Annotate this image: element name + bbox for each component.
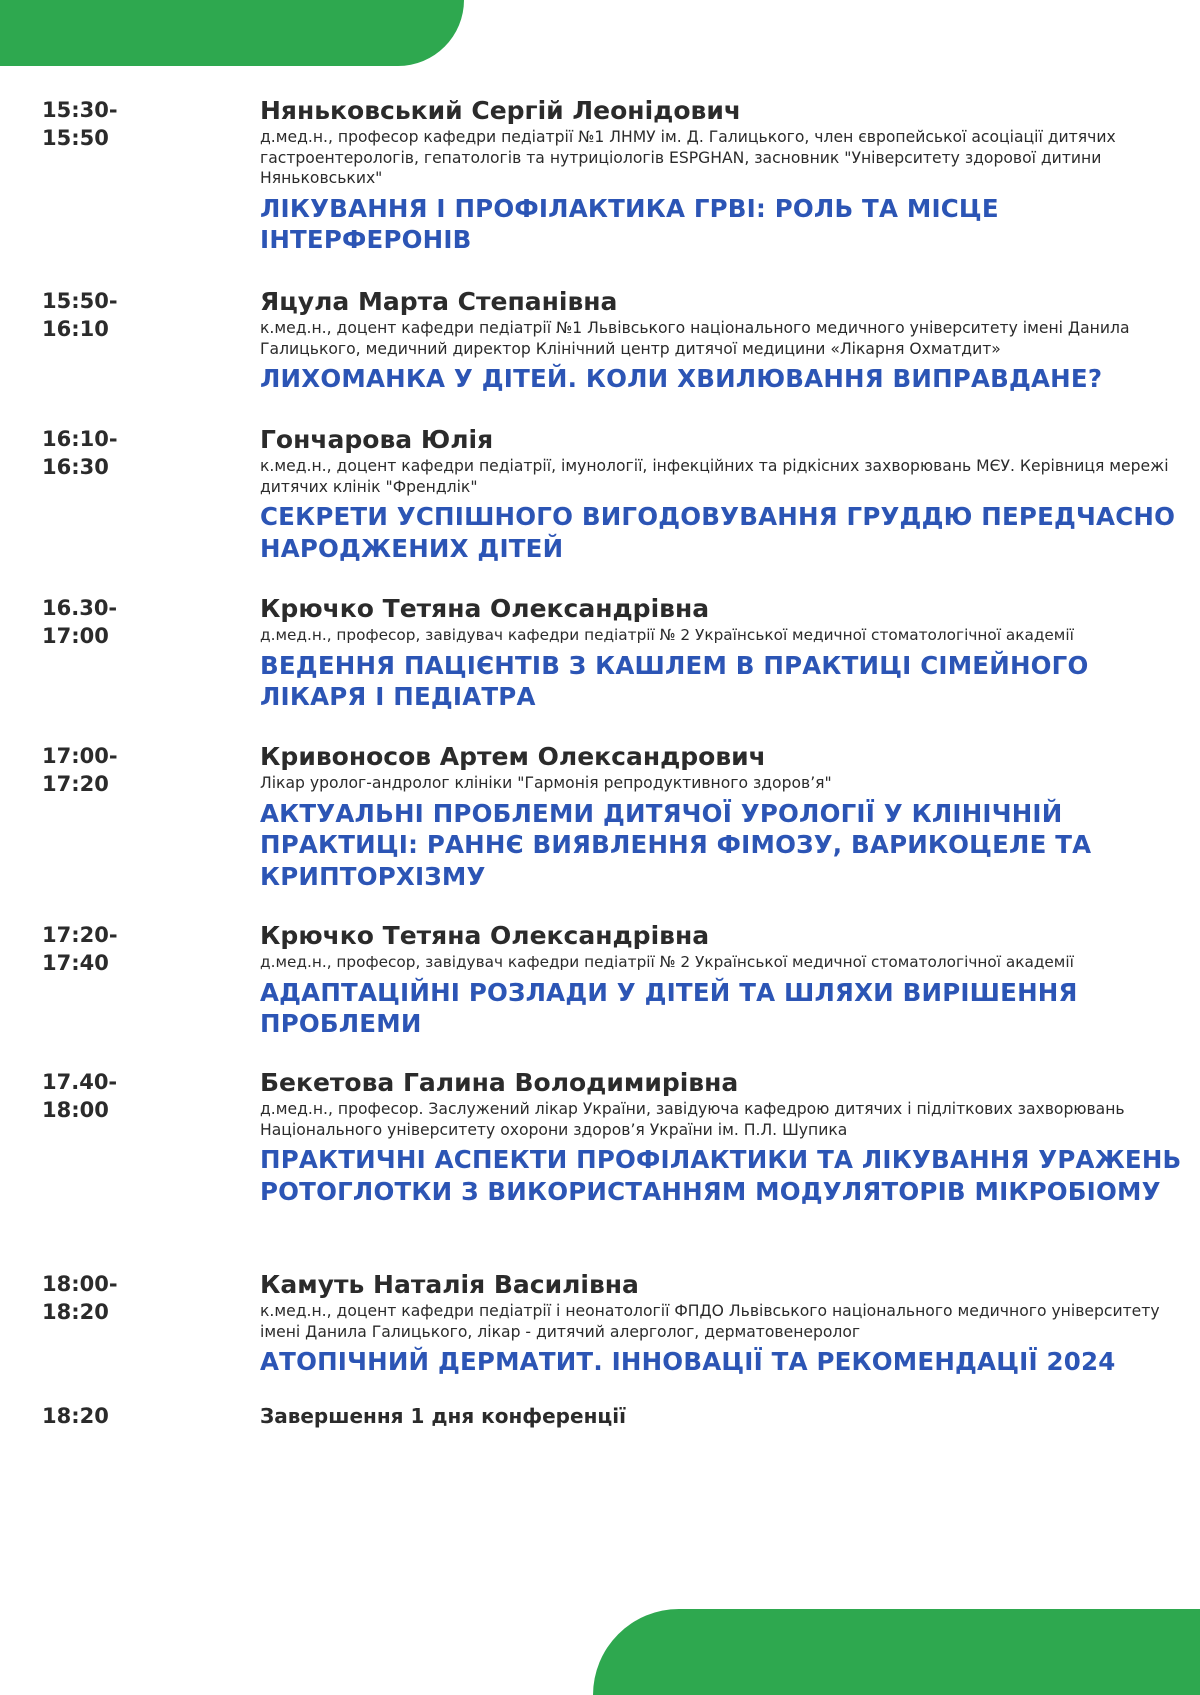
talk-title: АКТУАЛЬНІ ПРОБЛЕМИ ДИТЯЧОЇ УРОЛОГІЇ У КЛІНІЧНІЙ ПРАКТИЦІ: РАННЄ ВИЯВЛЕННЯ ФІМОЗУ, ВАРИКОЦЕЛЕ ТА КРИПТОРХІЗМУ (260, 798, 1092, 891)
closing-time: 18:20 (42, 1404, 109, 1428)
speaker-name: Гончарова Юлія (260, 425, 494, 454)
speaker-name: Кривоносов Артем Олександрович (260, 742, 766, 771)
session-content (260, 1270, 1190, 1378)
speaker-credentials: д.мед.н., професор кафедри педіатрії №1 ЛНМУ ім. Д. Галицького, член європейської асоціації дитячих гастроентерологів, гепатологів та нутриціологів ESPGHAN, засновник "Університету здорової дитини Няньковських" (260, 128, 1116, 187)
speaker-name: Няньковський Сергій Леонідович (260, 96, 742, 125)
speaker-name: Крючко Тетяна Олександрівна (260, 921, 710, 950)
session-time: 17:00-17:20 (42, 744, 118, 796)
session-content (260, 1068, 1190, 1207)
talk-title: ЛИХОМАНКА У ДІТЕЙ. КОЛИ ХВИЛЮВАННЯ ВИПРАВДАНЕ? (260, 364, 1103, 393)
closing-text: Завершення 1 дня конференції (260, 1404, 626, 1428)
talk-title: АДАПТАЦІЙНІ РОЗЛАДИ У ДІТЕЙ ТА ШЛЯХИ ВИРІШЕННЯ ПРОБЛЕМИ (260, 977, 1078, 1038)
speaker-name: Яцула Марта Степанівна (260, 287, 618, 316)
session-content (260, 921, 1190, 1040)
speaker-credentials: Лікар уролог-андролог клініки "Гармонія репродуктивного здоров’я" (260, 774, 832, 792)
bottom-green-accent (593, 1609, 1200, 1695)
session-time: 17.40-18:00 (42, 1070, 118, 1122)
session-time: 15:30-15:50 (42, 98, 118, 150)
session-time: 16:10-16:30 (42, 427, 118, 479)
speaker-credentials: д.мед.н., професор, завідувач кафедри педіатрії № 2 Української медичної стоматологічної академії (260, 953, 1074, 971)
speaker-credentials: к.мед.н., доцент кафедри педіатрії і неонатології ФПДО Львівського національного медичного університету імені Данила Галицького, лікар - дитячий алерголог, дерматовенеролог (260, 1302, 1160, 1341)
session-time: 15:50-16:10 (42, 289, 118, 341)
talk-title: ЛІКУВАННЯ І ПРОФІЛАКТИКА ГРВІ: РОЛЬ ТА МІСЦЕ ІНТЕРФЕРОНІВ (260, 193, 999, 254)
speaker-credentials: д.мед.н., професор. Заслужений лікар України, завідуюча кафедрою дитячих і підліткових захворювань Національного університету охорони здоров’я України ім. П.Л. Шупика (260, 1100, 1125, 1139)
session-content (260, 742, 1190, 892)
session-time: 17:20-17:40 (42, 923, 118, 975)
speaker-credentials: к.мед.н., доцент кафедри педіатрії, імунології, інфекційних та рідкісних захворювань МЄУ. Керівниця мережі дитячих клінік "Френдлік" (260, 457, 1169, 496)
speaker-name: Крючко Тетяна Олександрівна (260, 594, 710, 623)
talk-title: ВЕДЕННЯ ПАЦІЄНТІВ З КАШЛЕМ В ПРАКТИЦІ СІМЕЙНОГО ЛІКАРЯ І ПЕДІАТРА (260, 650, 1089, 711)
talk-title: АТОПІЧНИЙ ДЕРМАТИТ. ІННОВАЦІЇ ТА РЕКОМЕНДАЦІЇ 2024 (260, 1347, 1116, 1376)
speaker-credentials: к.мед.н., доцент кафедри педіатрії №1 Львівського національного медичного університету імені Данила Галицького, медичний директор Клінічний центр дитячої медицини «Лікарня Охматдит» (260, 319, 1130, 358)
session-content (260, 425, 1190, 564)
session-time: 16.30-17:00 (42, 596, 118, 648)
speaker-credentials: д.мед.н., професор, завідувач кафедри педіатрії № 2 Української медичної стоматологічної академії (260, 626, 1074, 644)
session-content (260, 96, 1190, 256)
session-content (260, 594, 1190, 713)
speaker-name: Бекетова Галина Володимирівна (260, 1068, 739, 1097)
closing-content (260, 1402, 1190, 1430)
session-content (260, 287, 1190, 395)
talk-title: ПРАКТИЧНІ АСПЕКТИ ПРОФІЛАКТИКИ ТА ЛІКУВАННЯ УРАЖЕНЬ РОТОГЛОТКИ З ВИКОРИСТАННЯМ МОДУЛЯТОРІВ МІКРОБІОМУ (260, 1145, 1182, 1206)
speaker-name: Камуть Наталія Василівна (260, 1270, 639, 1299)
talk-title: СЕКРЕТИ УСПІШНОГО ВИГОДОВУВАННЯ ГРУДДЮ ПЕРЕДЧАСНО НАРОДЖЕНИХ ДІТЕЙ (260, 502, 1176, 563)
session-time: 18:00-18:20 (42, 1272, 118, 1324)
top-green-accent (0, 0, 464, 66)
